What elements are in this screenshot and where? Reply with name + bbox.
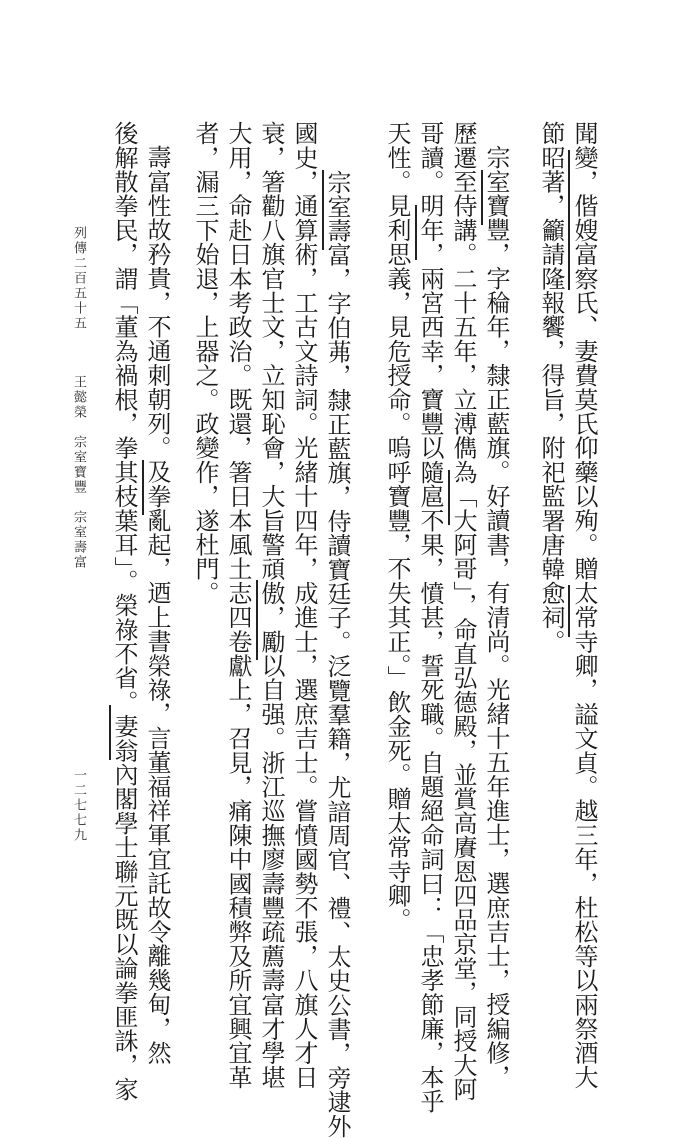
name-mark — [448, 470, 450, 525]
text-column-13: 後解散拳民，謂「董為禍根，拳其枝葉耳」。榮祿不省。妻翁內閣學士聯元既以論拳匪誅，家 — [110, 121, 138, 1102]
name-mark — [256, 580, 258, 660]
text-column-9: 衰，箸勸八旗官士文，立知恥會，大旨警頑傲，勵以自强。浙江巡撫廖壽豐疏薦壽富才學堪 — [257, 121, 285, 1089]
name-mark — [481, 170, 483, 225]
name-mark — [142, 460, 144, 515]
name-mark — [109, 705, 111, 760]
text-column-11: 者，漏三下始退，上器之。政變作，遂杜門。 — [191, 121, 219, 605]
text-column-5: 哥讀。明年，兩宮西幸，寶豐以隨扈不果，憤甚，誓死職。自題絕命詞曰：「忠孝節廉，本乎 — [416, 121, 444, 1114]
text-column-8: 國史，通算術，工古文詩詞。光緒十四年，成進士，選庶吉士。嘗憤國勢不張，八旗人才日 — [290, 121, 318, 1089]
name-mark — [322, 170, 324, 250]
text-column-4: 歷遷至侍講。二十五年，立溥儁為「大阿哥」，命直弘德殿，並賞高賡恩四品京堂，同授大阿 — [449, 121, 477, 1102]
text-column-3: 宗室寶豐，字稐年，隸正藍旗。好讀書，有清尚。光緒十五年進士，選庶吉士，授編修， — [482, 145, 510, 1089]
name-mark — [415, 205, 417, 260]
text-column-1: 聞變，偕嫂富察氏、妻費莫氏仰藥以殉。贈太常寺卿，謚文貞。越三年，杜松等以兩祭酒大 — [570, 121, 598, 1089]
text-column-7: 宗室壽富，字伯茀，隸正藍旗，侍讀寶廷子。泛覽羣籍，尤諳周官、禮、太史公書，旁逮外 — [323, 170, 351, 1138]
text-column-6: 天性。見利思義，見危授命。嗚呼寶豐，不失其正。」飲金死。贈太常寺卿。 — [383, 121, 411, 932]
name-mark — [568, 150, 570, 290]
chapter-title: 列傳二百五十五 — [71, 226, 86, 331]
section-subjects: 王懿榮 宗室寶豐 宗室壽富 — [71, 375, 86, 570]
text-column-12: 壽富性故矜貴，不通刺朝列。及拳亂起，迺上書榮祿，言董福祥軍宜託故令離幾甸，然 — [143, 145, 171, 1065]
page-number: 一二七七九 — [71, 768, 86, 843]
text-column-2: 節昭著，籲請隆報饗，得旨，附祀監署唐韓愈祠。 — [537, 121, 565, 654]
text-column-10: 大用，命赴日本考政治。既還，箸日本風土志四卷獻上，召見，痛陳中國積弊及所宜興宜革 — [224, 121, 252, 1089]
name-mark — [568, 585, 570, 637]
